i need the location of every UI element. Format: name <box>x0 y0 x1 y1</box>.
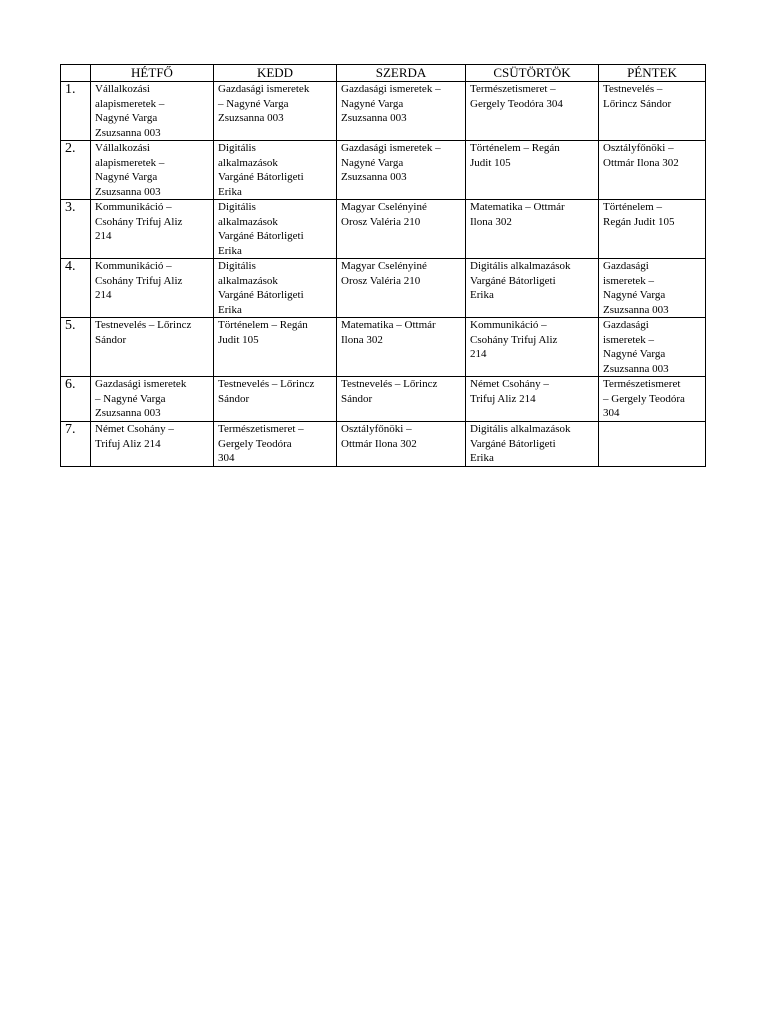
cell-text: Gazdasági ismeretek – Nagyné Varga Zsuzsanna 003 <box>341 142 441 183</box>
cell-text: Természetismeret – Gergely Teodóra 304 <box>603 378 685 419</box>
cell-text: Magyar Cselényiné Orosz Valéria 210 <box>341 201 427 228</box>
table-row <box>61 259 706 318</box>
period-number: 1. <box>61 82 91 141</box>
table-row <box>61 200 706 259</box>
header-cell-corner <box>61 65 91 82</box>
cell-text: Testnevelés – Lőrincz Sándor <box>218 378 315 405</box>
cell-text: Gazdasági ismeretek – Nagyné Varga Zsuzsanna 003 <box>603 260 669 316</box>
table-cell <box>466 422 599 467</box>
table-cell <box>466 377 599 422</box>
table-cell <box>337 377 466 422</box>
cell-text: Testnevelés – Lőrincz Sándor <box>95 319 192 346</box>
table-cell <box>599 141 706 200</box>
cell-text: Vállalkozási alapismeretek – Nagyné Varga Zsuzsanna 003 <box>95 83 165 139</box>
cell-text: Vállalkozási alapismeretek – Nagyné Varga Zsuzsanna 003 <box>95 142 165 198</box>
cell-text: Gazdasági ismeretek – Nagyné Varga Zsuzsanna 003 <box>341 83 441 124</box>
table-cell <box>91 200 214 259</box>
table-cell <box>91 141 214 200</box>
table-cell <box>91 82 214 141</box>
period-number: 4. <box>61 259 91 318</box>
table-cell <box>599 259 706 318</box>
cell-text: Természetismeret – Gergely Teodóra 304 <box>470 83 563 110</box>
table-cell <box>599 200 706 259</box>
cell-text: Digitális alkalmazások Vargáné Bátorligeti Erika <box>218 260 304 316</box>
table-cell <box>214 318 337 377</box>
cell-text: Történelem – Regán Judit 105 <box>218 319 308 346</box>
period-number: 5. <box>61 318 91 377</box>
table-cell <box>214 141 337 200</box>
cell-text: Testnevelés – Lőrincz Sándor <box>341 378 438 405</box>
table-cell <box>599 377 706 422</box>
table-cell <box>214 200 337 259</box>
cell-text: Történelem – Regán Judit 105 <box>470 142 560 169</box>
table-cell <box>91 318 214 377</box>
table-row <box>61 318 706 377</box>
period-number: 7. <box>61 422 91 467</box>
cell-text: Matematika – Ottmár Ilona 302 <box>341 319 436 346</box>
table-cell <box>466 82 599 141</box>
table-cell <box>337 259 466 318</box>
cell-text: Digitális alkalmazások Vargáné Bátorligeti Erika <box>470 423 571 464</box>
cell-text: Matematika – Ottmár Ilona 302 <box>470 201 565 228</box>
table-cell <box>337 82 466 141</box>
timetable <box>60 64 706 467</box>
header-cell-monday: HÉTFŐ <box>91 65 214 82</box>
table-cell <box>337 422 466 467</box>
table-cell <box>337 318 466 377</box>
cell-text: Gazdasági ismeretek – Nagyné Varga Zsuzsanna 003 <box>603 319 669 375</box>
cell-text: Természetismeret – Gergely Teodóra 304 <box>218 423 304 464</box>
table-cell <box>91 422 214 467</box>
table-cell <box>214 377 337 422</box>
cell-text: Gazdasági ismeretek – Nagyné Varga Zsuzsanna 003 <box>218 83 310 124</box>
header-cell-friday: PÉNTEK <box>599 65 706 82</box>
table-cell <box>337 200 466 259</box>
table-cell <box>91 259 214 318</box>
table-cell <box>599 82 706 141</box>
table-cell <box>466 200 599 259</box>
table-row <box>61 82 706 141</box>
cell-text: Kommunikáció – Csohány Trifuj Aliz 214 <box>95 201 183 242</box>
table-cell <box>214 259 337 318</box>
table-cell <box>599 318 706 377</box>
cell-text: Digitális alkalmazások Vargáné Bátorligeti Erika <box>470 260 571 301</box>
cell-text: Kommunikáció – Csohány Trifuj Aliz 214 <box>95 260 183 301</box>
table-cell <box>466 318 599 377</box>
cell-text: Testnevelés – Lőrincz Sándor <box>603 83 672 110</box>
cell-text: Német Csohány – Trifuj Aliz 214 <box>470 378 549 405</box>
table-cell <box>214 82 337 141</box>
table-cell <box>337 141 466 200</box>
table-cell <box>91 377 214 422</box>
period-number: 6. <box>61 377 91 422</box>
cell-text: Német Csohány – Trifuj Aliz 214 <box>95 423 174 450</box>
table-cell <box>599 422 706 467</box>
header-cell-tuesday: KEDD <box>214 65 337 82</box>
period-number: 2. <box>61 141 91 200</box>
table-cell <box>466 141 599 200</box>
cell-text: Digitális alkalmazások Vargáné Bátorligeti Erika <box>218 142 304 198</box>
period-number: 3. <box>61 200 91 259</box>
table-cell <box>214 422 337 467</box>
table-cell <box>466 259 599 318</box>
cell-text: Gazdasági ismeretek – Nagyné Varga Zsuzsanna 003 <box>95 378 187 419</box>
cell-text: Magyar Cselényiné Orosz Valéria 210 <box>341 260 427 287</box>
header-cell-thursday: CSÜTÖRTÖK <box>466 65 599 82</box>
header-row <box>61 65 706 82</box>
cell-text: Osztályfőnöki – Ottmár Ilona 302 <box>341 423 417 450</box>
table-row <box>61 141 706 200</box>
cell-text: Kommunikáció – Csohány Trifuj Aliz 214 <box>470 319 558 360</box>
header-cell-wednesday: SZERDA <box>337 65 466 82</box>
cell-text: Történelem – Regán Judit 105 <box>603 201 675 228</box>
cell-text: Digitális alkalmazások Vargáné Bátorligeti Erika <box>218 201 304 257</box>
cell-text: Osztályfőnöki – Ottmár Ilona 302 <box>603 142 679 169</box>
table-row <box>61 377 706 422</box>
table-row <box>61 422 706 467</box>
